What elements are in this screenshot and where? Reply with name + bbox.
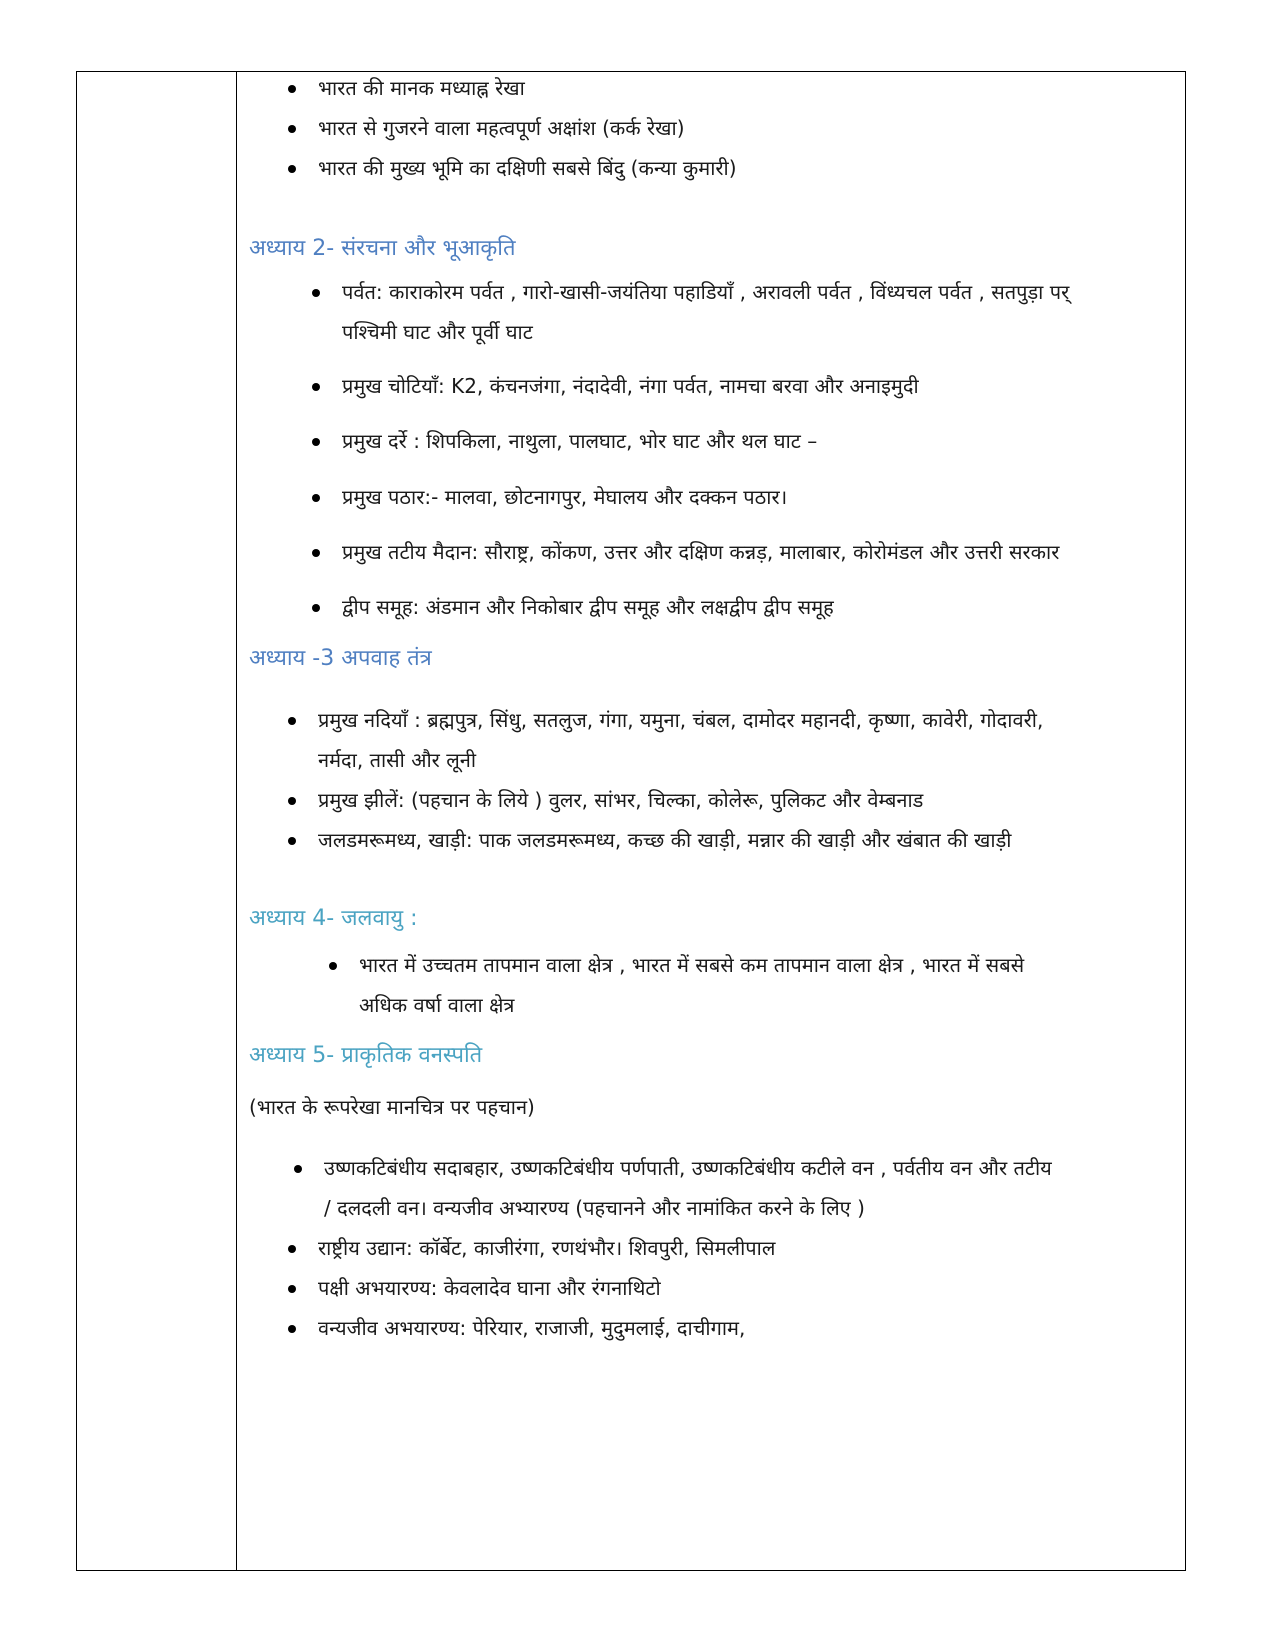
list-item: प्रमुख दर्रे : शिपकिला, नाथुला, पालघाट, भोर घाट और थल घाट – [342, 421, 817, 462]
list-item-continuation: अधिक वर्षा वाला क्षेत्र [359, 993, 515, 1017]
table-right-column [237, 72, 1185, 1570]
list-item: भारत की मानक मध्याह्न रेखा [318, 68, 525, 109]
chapter-4-heading: अध्याय 4- जलवायु : [249, 906, 418, 931]
table-left-column [77, 72, 237, 1570]
chapter-3-heading: अध्याय -3 अपवाह तंत्र [249, 646, 432, 671]
list-item: भारत की मुख्य भूमि का दक्षिणी सबसे बिंदु (कन्या कुमारी) [318, 148, 737, 189]
list-item: वन्यजीव अभयारण्य: पेरियार, राजाजी, मुदुमलाई, दाचीगाम, [318, 1308, 745, 1349]
list-item: जलडमरूमध्य, खाड़ी: पाक जलडमरूमध्य, कच्छ की खाड़ी, मन्नार की खाड़ी और खंबात की खाड़ी [318, 820, 1011, 861]
list-item: पक्षी अभयारण्य: केवलादेव घाना और रंगनाथिटो [318, 1268, 661, 1309]
list-item: प्रमुख तटीय मैदान: सौराष्ट्र, कोंकण, उत्तर और दक्षिण कन्नड़, मालाबार, कोरोमंडल और उत्तरी सरकार [342, 532, 1059, 573]
list-item: द्वीप समूह: अंडमान और निकोबार द्वीप समूह और लक्षद्वीप द्वीप समूह [342, 587, 834, 628]
list-item: प्रमुख पठार:- मालवा, छोटनागपुर, मेघालय और दक्कन पठार। [342, 477, 787, 518]
content-table [76, 71, 1186, 1571]
list-item: राष्ट्रीय उद्यान: कॉर्बेट, काजीरंगा, रणथंभौर। शिवपुरी, सिमलीपाल [318, 1228, 775, 1269]
list-item: प्रमुख चोटियाँ: K2, कंचनजंगा, नंदादेवी, नंगा पर्वत, नामचा बरवा और अनाइमुदी [342, 366, 919, 407]
list-item-continuation: / दलदली वन। वन्यजीव अभ्यारण्य (पहचानने और नामांकित करने के लिए ) [324, 1196, 865, 1220]
list-item: प्रमुख झीलें: (पहचान के लिये ) वुलर, सांभर, चिल्का, कोलेरू, पुलिकट और वेम्बनाड [318, 780, 923, 821]
chapter-5-note: (भारत के रूपरेखा मानचित्र पर पहचान) [249, 1095, 535, 1119]
chapter-2-heading: अध्याय 2- संरचना और भूआकृति [249, 236, 516, 261]
list-item: उष्णकटिबंधीय सदाबहार, उष्णकटिबंधीय पर्णपाती, उष्णकटिबंधीय कटीले वन , पर्वतीय वन और तटीय [324, 1148, 1052, 1189]
list-item: भारत से गुजरने वाला महत्वपूर्ण अक्षांश (कर्क रेखा) [318, 108, 685, 149]
list-item-continuation: नर्मदा, तासी और लूनी [318, 748, 477, 772]
list-item-continuation: पश्चिमी घाट और पूर्वी घाट [342, 320, 533, 344]
list-item: भारत में उच्चतम तापमान वाला क्षेत्र , भारत में सबसे कम तापमान वाला क्षेत्र , भारत में सबसे [359, 945, 1024, 986]
list-item: पर्वत: काराकोरम पर्वत , गारो-खासी-जयंतिया पहाडियाँ , अरावली पर्वत , विंध्यचल पर्वत , सतपुड़ा पर् [342, 272, 1069, 313]
chapter-5-heading: अध्याय 5- प्राकृतिक वनस्पति [249, 1043, 483, 1068]
list-item: प्रमुख नदियाँ : ब्रह्मपुत्र, सिंधु, सतलुज, गंगा, यमुना, चंबल, दामोदर महानदी, कृष्णा, कावेरी, गोदावरी, [318, 700, 1043, 741]
